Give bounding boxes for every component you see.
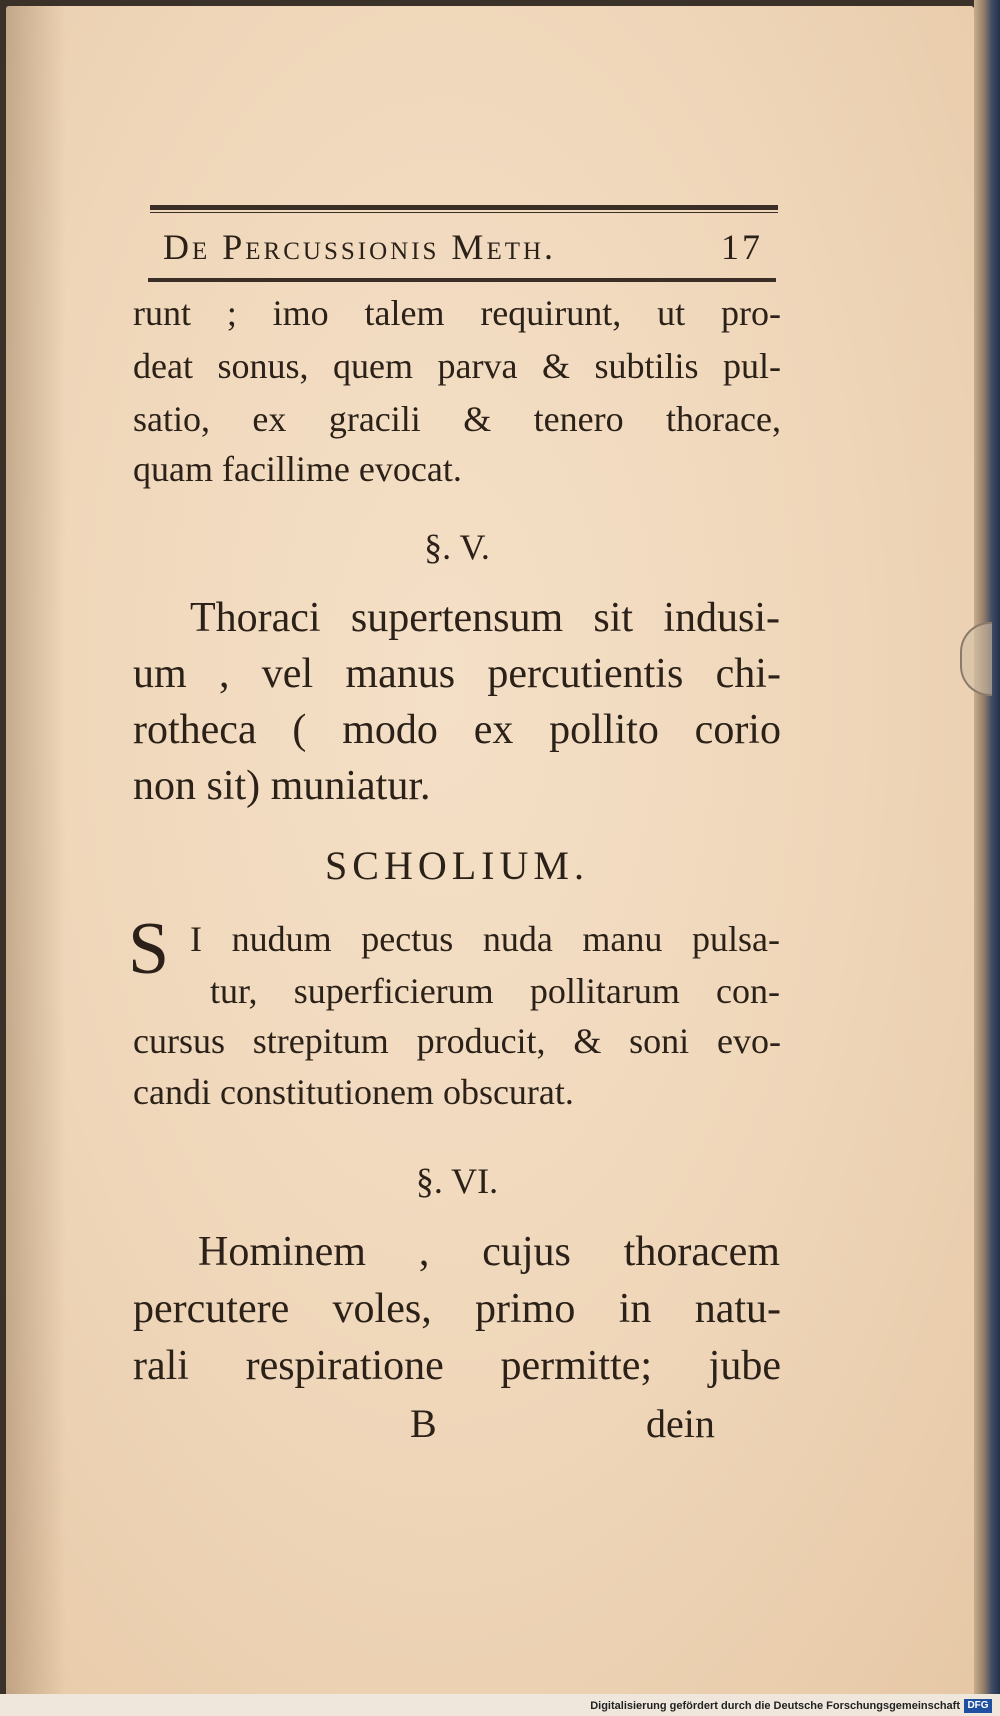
word: & <box>463 399 492 439</box>
word: superficierum <box>293 971 494 1011</box>
word: ut <box>657 293 686 333</box>
word: jube <box>708 1343 781 1389</box>
word: modo <box>342 707 438 753</box>
word: pulsa- <box>692 919 780 959</box>
word: manu <box>582 919 663 959</box>
word: supertensum <box>350 595 564 641</box>
word: quem <box>333 346 413 386</box>
word: ; <box>226 293 237 333</box>
word: requirunt, <box>480 293 622 333</box>
word: rali <box>133 1343 189 1389</box>
word: sit <box>593 595 634 641</box>
running-head-title: De Percussionis Meth. <box>163 227 557 267</box>
section-heading: §. VI. <box>415 1161 499 1201</box>
word: satio, <box>133 399 210 439</box>
word: evo- <box>716 1021 781 1061</box>
word: voles, <box>332 1286 432 1332</box>
word: runt <box>133 293 191 333</box>
gutter-shadow <box>6 6 66 1696</box>
running-head <box>163 222 763 272</box>
word: & <box>541 346 570 386</box>
word: talem <box>364 293 445 333</box>
text-line <box>133 1342 781 1390</box>
digitization-credit: Digitalisierung gefördert durch die Deutsche Forschungsgemeinschaft <box>590 1700 960 1712</box>
word: chi- <box>715 651 781 697</box>
word: sonus, <box>217 346 309 386</box>
dfg-logo: DFG <box>964 1699 992 1713</box>
word: pollitarum <box>529 971 680 1011</box>
text-line <box>198 1228 780 1276</box>
word: con- <box>716 971 780 1011</box>
word: in <box>618 1286 652 1332</box>
text-line: candi constitutionem obscurat. <box>133 1072 574 1112</box>
word: strepitum <box>252 1021 389 1061</box>
word: gracili <box>328 399 421 439</box>
text-line <box>210 970 780 1012</box>
header-rule-top-thin <box>150 212 778 213</box>
word: percutere <box>133 1286 290 1332</box>
word: rotheca <box>133 707 257 753</box>
word: tenero <box>533 399 624 439</box>
word: tur, <box>210 971 258 1011</box>
word: deat <box>133 346 193 386</box>
word: natu- <box>694 1286 781 1332</box>
word: indusi- <box>663 595 780 641</box>
text-line <box>190 918 780 960</box>
word: soni <box>629 1021 690 1061</box>
word: ex <box>473 707 514 753</box>
word: vel <box>261 651 314 697</box>
section-heading: §. V. <box>424 527 490 567</box>
word: , <box>418 1229 430 1275</box>
signature-mark: B <box>410 1401 437 1446</box>
word: permitte; <box>500 1343 653 1389</box>
text-line <box>190 594 780 642</box>
text-line <box>133 292 781 334</box>
word: nuda <box>482 919 553 959</box>
word: manus <box>345 651 456 697</box>
word: , <box>218 651 230 697</box>
page-number: 17 <box>721 227 763 267</box>
word: & <box>573 1021 602 1061</box>
word: respiratione <box>245 1343 444 1389</box>
word: thorace, <box>666 399 781 439</box>
word: nudum <box>231 919 332 959</box>
word: Thoraci <box>190 595 321 641</box>
word: pro- <box>720 293 781 333</box>
text-line <box>133 706 781 754</box>
word: subtilis <box>594 346 699 386</box>
word: ex <box>252 399 287 439</box>
text-line: quam facillime evocat. <box>133 449 462 489</box>
header-rule-top <box>150 205 778 210</box>
word: primo <box>475 1286 576 1332</box>
word: cujus <box>482 1229 571 1275</box>
catchword: dein <box>646 1401 715 1446</box>
word: percutientis <box>487 651 684 697</box>
header-rule-bottom <box>148 278 776 282</box>
text-line <box>133 650 781 698</box>
word: pectus <box>361 919 454 959</box>
drop-cap: S <box>128 908 170 990</box>
word: producit, <box>416 1021 546 1061</box>
word: I <box>190 919 202 959</box>
word: um <box>133 651 187 697</box>
word: corio <box>694 707 781 753</box>
text-line <box>133 345 781 387</box>
word: Hominem <box>198 1229 366 1275</box>
word: ( <box>292 707 307 753</box>
text-line <box>133 1285 781 1333</box>
word: pollito <box>549 707 659 753</box>
word: pul- <box>722 346 781 386</box>
word: thoracem <box>623 1229 780 1275</box>
word: cursus <box>133 1021 225 1061</box>
word: parva <box>437 346 518 386</box>
scholium-heading: SCHOLIUM. <box>325 843 589 888</box>
text-line <box>133 1020 781 1062</box>
text-line <box>133 398 781 440</box>
word: imo <box>272 293 329 333</box>
book-edge <box>974 0 1000 1716</box>
text-line: non sit) muniatur. <box>133 763 431 809</box>
